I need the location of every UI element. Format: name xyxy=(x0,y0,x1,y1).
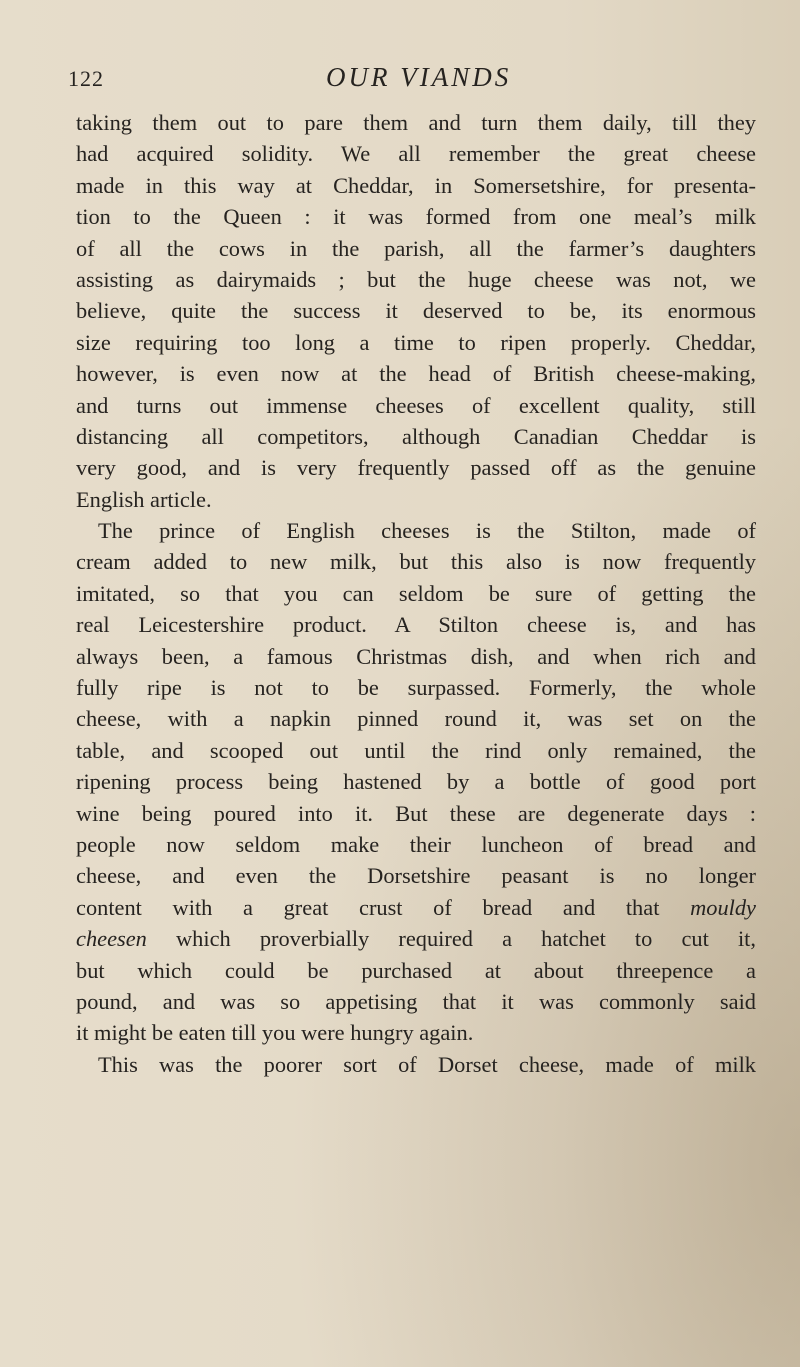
text-line: imitated, so that you can seldom be sure of getting the xyxy=(76,580,756,606)
text-line: fully ripe is not to be surpassed. Formerly, the whole xyxy=(76,675,756,701)
text-line: English article. xyxy=(76,486,212,512)
text-line: of all the cows in the parish, all the farmer’s daughters xyxy=(76,235,756,261)
text-line: people now seldom make their luncheon of bread and xyxy=(76,831,756,857)
text-segment: content with a great crust of bread and that xyxy=(76,894,660,920)
running-title: OUR VIANDS xyxy=(326,62,512,92)
text-line: real Leicestershire product. A Stilton cheese is, and has xyxy=(76,612,756,638)
text-line: always been, a famous Christmas dish, and when rich and xyxy=(76,643,756,669)
text-line: believe, quite the success it deserved to be, its enormous xyxy=(76,298,756,324)
text-line: however, is even now at the head of British cheese-making, xyxy=(76,361,756,387)
text-line: taking them out to pare them and turn them daily, till they xyxy=(76,110,756,135)
text-line: but which could be purchased at about threepence a xyxy=(76,957,756,983)
text-line-with-italic xyxy=(76,892,756,923)
text-line: cream added to new milk, but this also is now frequently xyxy=(76,549,756,575)
text-line: table, and scooped out until the rind only remained, the xyxy=(76,737,756,763)
text-line: it might be eaten till you were hungry again. xyxy=(76,1020,474,1046)
italic-term: mouldy xyxy=(690,894,756,920)
page-number: 122 xyxy=(68,66,104,91)
text-line: size requiring too long a time to ripen properly. Cheddar, xyxy=(76,329,756,355)
text-line: tion to the Queen : it was formed from one meal’s milk xyxy=(76,204,756,230)
text-line: ripening process being hastened by a bottle of good port xyxy=(76,769,756,795)
paragraph-start-line: This was the poorer sort of Dorset cheese, made of milk xyxy=(98,1051,756,1077)
text-line: pound, and was so appetising that it was commonly said xyxy=(76,988,756,1014)
text-line: had acquired solidity. We all remember the great cheese xyxy=(76,141,756,167)
text-line: distancing all competitors, although Canadian Cheddar is xyxy=(76,423,756,449)
text-line: made in this way at Cheddar, in Somersetshire, for presenta- xyxy=(76,172,756,198)
text-line: wine being poured into it. But these are degenerate days : xyxy=(76,800,756,826)
text-line: very good, and is very frequently passed off as the genuine xyxy=(76,455,756,481)
page-header xyxy=(68,62,768,102)
text-line-with-italic xyxy=(76,923,756,954)
text-line: and turns out immense cheeses of excellent quality, still xyxy=(76,392,756,418)
italic-term: cheesen xyxy=(76,926,147,952)
paragraph-start-line: The prince of English cheeses is the Stilton, made of xyxy=(98,518,756,544)
text-segment: which proverbially required a hatchet to cut it, xyxy=(175,926,756,952)
text-line: cheese, with a napkin pinned round it, was set on the xyxy=(76,706,756,732)
text-line: cheese, and even the Dorsetshire peasant is no longer xyxy=(76,863,756,889)
text-line: assisting as dairymaids ; but the huge cheese was not, we xyxy=(76,266,756,292)
body-text xyxy=(76,107,756,1080)
